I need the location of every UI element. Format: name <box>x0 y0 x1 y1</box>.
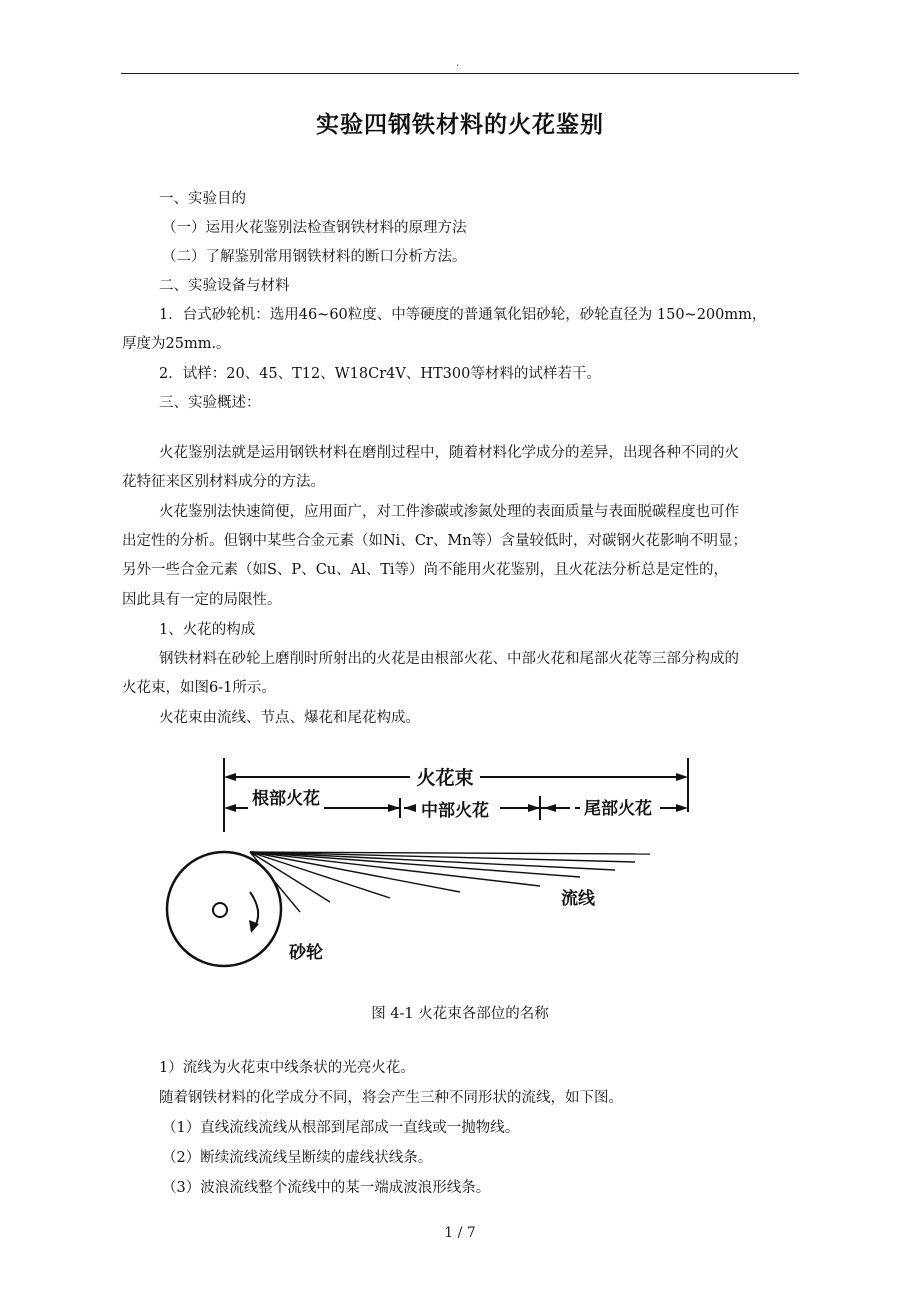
paragraph-line: （2）断续流线流线呈断续的虚线状线条。 <box>162 1150 433 1166</box>
arrowhead <box>388 804 400 812</box>
paragraph-line: 一、实验目的 <box>159 191 246 207</box>
label-spark-bundle: 火花束 <box>416 767 474 789</box>
paragraph-line: 火花鉴别法就是运用钢铁材料在磨削过程中，随着材料化学成分的差异，出现各种不同的火 <box>159 445 739 461</box>
arrowhead <box>676 773 688 781</box>
paragraph-line: 火花束由流线、节点、爆花和尾花构成。 <box>159 710 420 726</box>
paragraph-line: 火花束，如图6-1所示。 <box>122 680 276 696</box>
paragraph-line: （一）运用火花鉴别法检查钢铁材料的原理方法 <box>162 220 467 236</box>
arrowhead <box>544 804 556 812</box>
arrowhead <box>224 804 236 812</box>
paragraph-line: 三、实验概述： <box>159 395 261 411</box>
label-root-spark: 根部火花 <box>252 789 320 809</box>
paragraph-line: 火花鉴别法快速简便，应用面广，对工件渗碳或渗氮处理的表面质量与表面脱碳程度也可作 <box>159 504 739 520</box>
page-number: 1 / 7 <box>444 1225 476 1241</box>
spark-bundle-figure <box>160 752 700 992</box>
paragraph-line: 随着钢铁材料的化学成分不同，将会产生三种不同形状的流线，如下图。 <box>159 1090 623 1106</box>
arrowhead <box>528 804 540 812</box>
paragraph-line: 另外一些合金元素（如S、P、Cu、Al、Ti等）尚不能用火花鉴别，且火花法分析总是定性的， <box>122 562 729 578</box>
paragraph-line: 钢铁材料在砂轮上磨削时所射出的火花是由根部火花、中部火花和尾部火花等三部分构成的 <box>159 651 739 667</box>
arrowhead <box>676 804 688 812</box>
paragraph-line: 出定性的分析。但钢中某些合金元素（如Ni、Cr、Mn等）含量较低时，对碳钢火花影响不明显； <box>122 533 748 549</box>
paragraph-line: 二、实验设备与材料 <box>159 278 290 294</box>
paragraph-line: （二）了解鉴别常用钢铁材料的断口分析方法。 <box>162 249 467 265</box>
page-title: 实验四钢铁材料的火花鉴别 <box>316 112 604 138</box>
paragraph-line: （3）波浪流线整个流线中的某一端成波浪形线条。 <box>162 1180 491 1196</box>
paragraph-line: 1．台式砂轮机：选用46~60粒度、中等硬度的普通氧化铝砂轮，砂轮直径为 150~200mm， <box>159 307 767 323</box>
label-tail-spark: 尾部火花 <box>584 799 652 819</box>
label-streamline: 流线 <box>561 889 595 909</box>
paragraph-line: 因此具有一定的局限性。 <box>122 592 282 608</box>
paragraph-line: 2．试样：20、45、T12、W18Cr4V、HT300等材料的试样若干。 <box>159 366 601 382</box>
arrowhead <box>404 804 416 812</box>
paragraph-line: 厚度为25mm.。 <box>122 336 231 352</box>
header-rule <box>121 73 799 74</box>
label-grinding-wheel: 砂轮 <box>289 943 323 963</box>
wheel-hub <box>213 903 227 917</box>
paragraph-line: 花特征来区别材料成分的方法。 <box>122 474 325 490</box>
label-middle-spark: 中部火花 <box>421 801 489 821</box>
arrowhead <box>224 773 236 781</box>
figure-caption: 图 4-1 火花束各部位的名称 <box>371 1006 549 1022</box>
paragraph-line: 1）流线为火花束中线条状的光亮火花。 <box>159 1060 415 1076</box>
paragraph-line: （1）直线流线流线从根部到尾部成一直线或一抛物线。 <box>162 1120 520 1136</box>
section-heading: 1、火花的构成 <box>159 622 256 638</box>
header-mark: . <box>456 58 460 69</box>
